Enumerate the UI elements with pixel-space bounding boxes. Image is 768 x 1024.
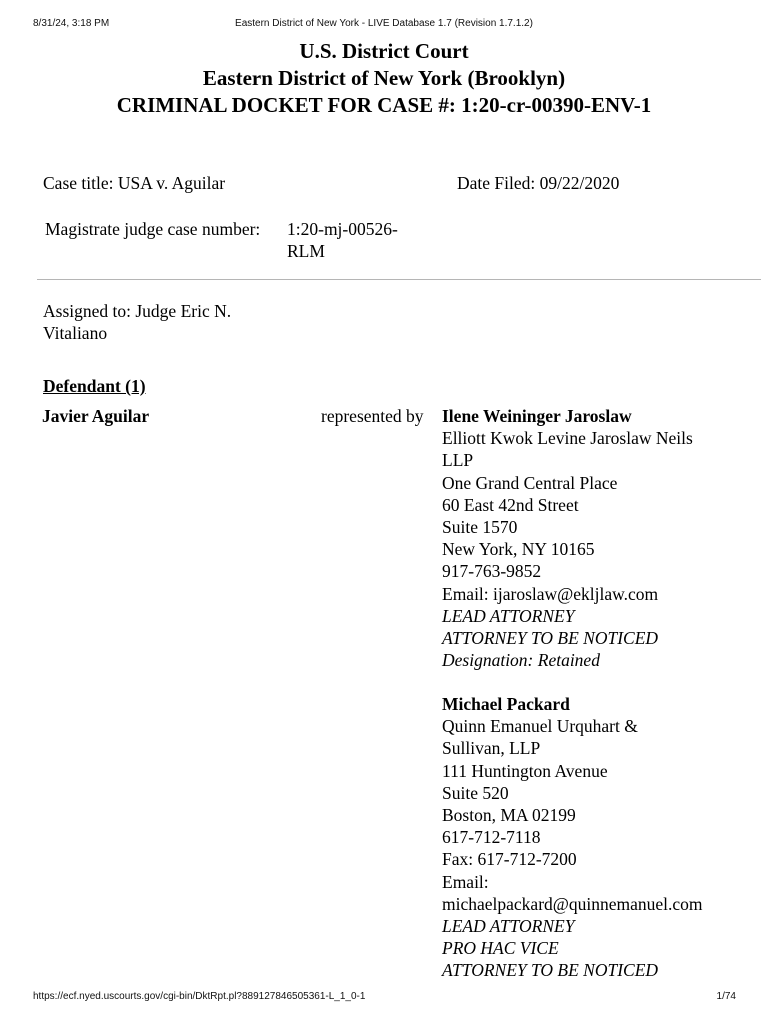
case-title: Case title: USA v. Aguilar (43, 173, 226, 193)
assigned-judge-line2: Vitaliano (43, 323, 108, 343)
attorney-address-line: 60 East 42nd Street (442, 494, 579, 515)
docket-title: CRIMINAL DOCKET FOR CASE #: 1:20-cr-00390-ENV-1 (116, 93, 652, 117)
attorney-designation: ATTORNEY TO BE NOTICED (442, 628, 659, 649)
attorney-designation: LEAD ATTORNEY (442, 916, 575, 937)
attorney-block (442, 693, 752, 982)
attorney-fax: Fax: 617-712-7200 (442, 849, 577, 870)
attorney-name: Ilene Weininger Jaroslaw (442, 406, 632, 426)
attorney-city-line: New York, NY 10165 (442, 539, 595, 560)
assigned-judge-line1: Assigned to: Judge Eric N. (43, 301, 232, 321)
attorney-designation: PRO HAC VICE (442, 938, 559, 959)
date-filed: Date Filed: 09/22/2020 (457, 173, 620, 193)
court-heading (0, 38, 768, 119)
attorney-firm-line: LLP (442, 450, 474, 471)
magistrate-case-label: Magistrate judge case number: (45, 219, 261, 239)
attorney-address-line: Suite 1570 (442, 517, 518, 538)
print-url: https://ecf.nyed.uscourts.gov/cgi-bin/DktRpt.pl?889127846505361-L_1_0-1 (33, 991, 366, 1002)
attorney-phone: 917-763-9852 (442, 561, 542, 582)
section-divider (37, 279, 761, 280)
magistrate-case-number-line1: 1:20-mj-00526- (287, 219, 398, 239)
print-datetime: 8/31/24, 3:18 PM (33, 18, 110, 29)
defendant-section-header: Defendant (1) (43, 376, 146, 396)
attorney-email-label: Email: (442, 871, 489, 892)
defendant-name: Javier Aguilar (42, 406, 150, 426)
attorney-address-line: Suite 520 (442, 782, 509, 803)
attorney-firm-line: Sullivan, LLP (442, 738, 541, 759)
attorney-designation: ATTORNEY TO BE NOTICED (442, 960, 659, 981)
print-header (0, 18, 768, 32)
magistrate-case-number-line2: RLM (287, 241, 325, 261)
print-title: Eastern District of New York - LIVE Database 1.7 (Revision 1.7.1.2) (235, 18, 533, 29)
attorney-phone: 617-712-7118 (442, 827, 541, 848)
attorney-firm-line: Quinn Emanuel Urquhart & (442, 716, 638, 737)
magistrate-case-number (287, 218, 447, 262)
assigned-judge (43, 300, 283, 344)
attorney-designation: LEAD ATTORNEY (442, 605, 575, 626)
attorney-name: Michael Packard (442, 694, 570, 714)
attorney-email: michaelpackard@quinnemanuel.com (442, 893, 703, 914)
print-footer (0, 991, 768, 1005)
district-name: Eastern District of New York (Brooklyn) (202, 66, 566, 90)
court-name: U.S. District Court (299, 39, 469, 63)
attorney-block (442, 405, 752, 671)
represented-by-label: represented by (321, 406, 424, 426)
page-number: 1/74 (716, 991, 736, 1002)
attorney-designation: Designation: Retained (442, 650, 600, 671)
attorney-email: Email: ijaroslaw@ekljlaw.com (442, 583, 659, 604)
attorney-address-line: 111 Huntington Avenue (442, 760, 608, 781)
attorney-firm-line: Elliott Kwok Levine Jaroslaw Neils (442, 428, 693, 449)
attorney-city-line: Boston, MA 02199 (442, 805, 576, 826)
attorney-address-line: One Grand Central Place (442, 472, 618, 493)
